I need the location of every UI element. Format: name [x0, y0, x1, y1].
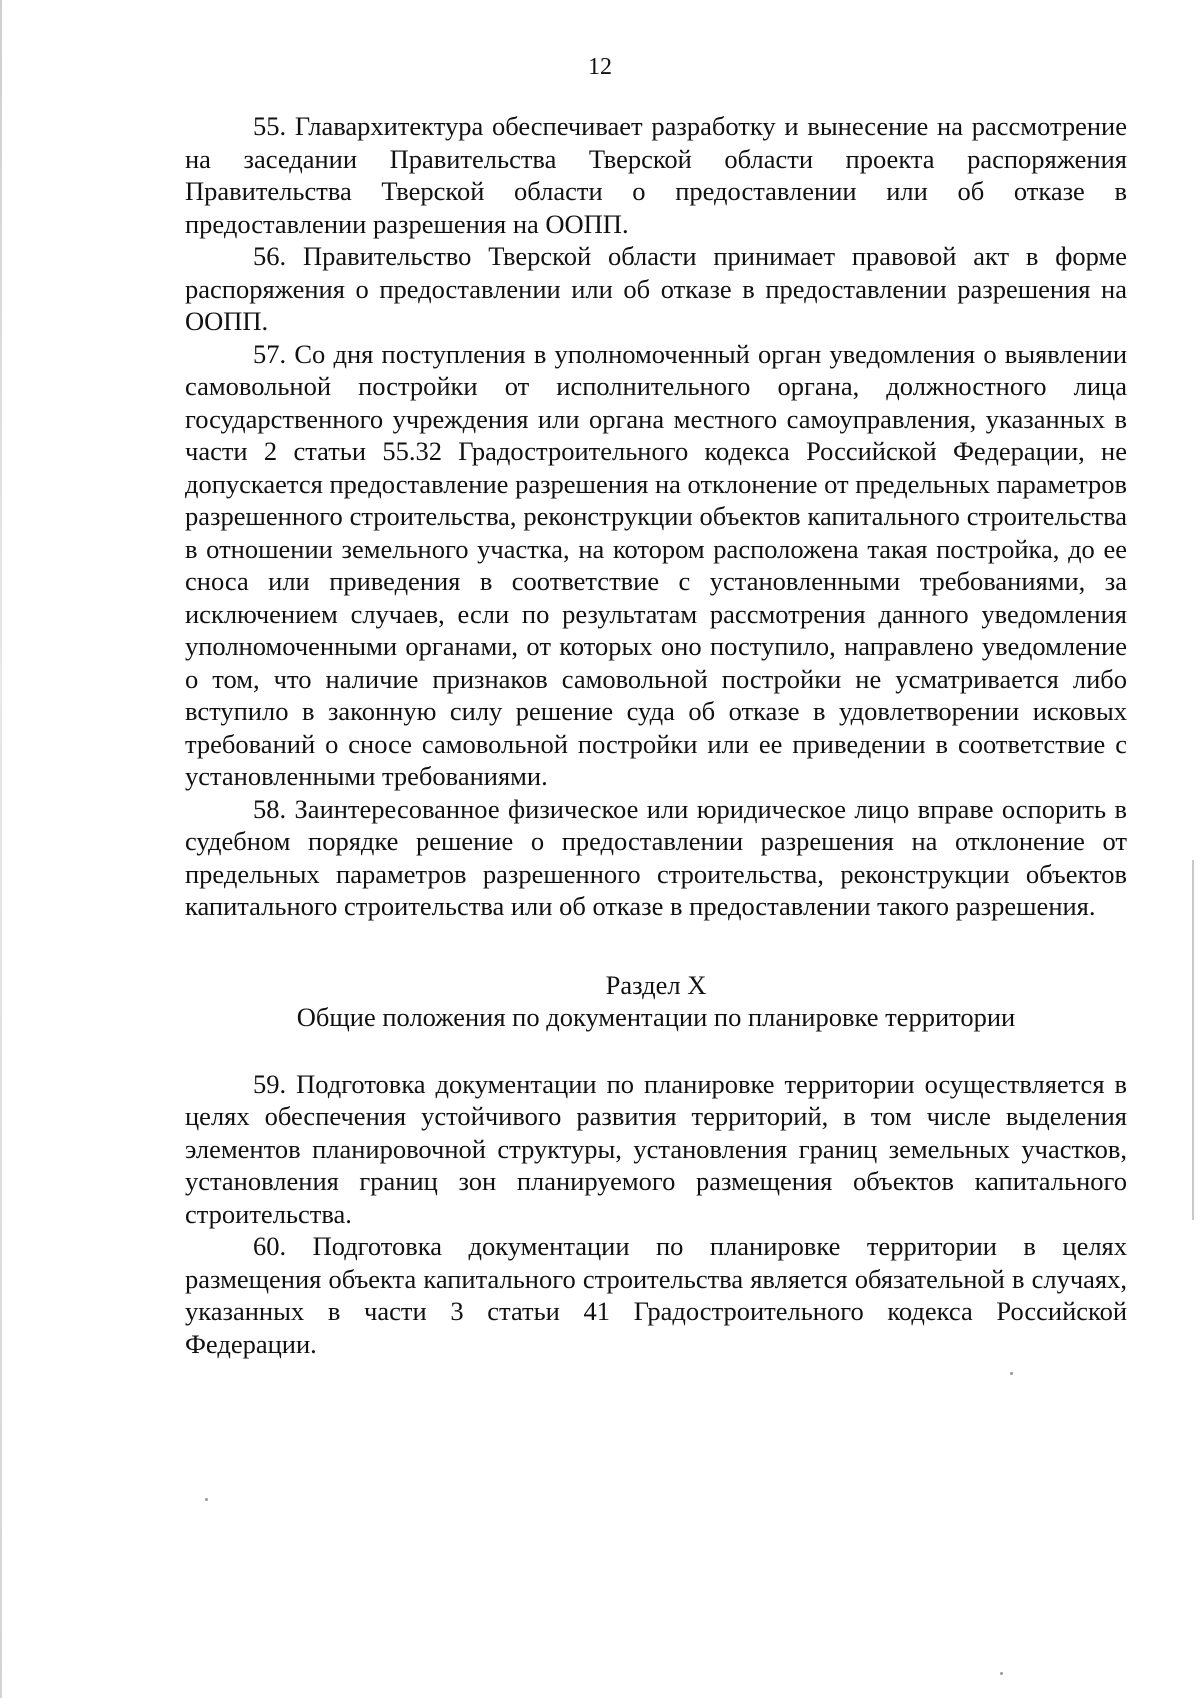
paragraph-58: [185, 793, 1127, 923]
paragraph-text: Подготовка документации по планировке территории в целях размещения объекта капитального строительства является обязательной в случаях, указанных в части 3 статьи 41 Градостроительного кодекса Российской Федерации.: [185, 1231, 1127, 1359]
paragraph-57: [185, 338, 1127, 793]
section-title: Общие положения по документации по планировке территории: [296, 1002, 1016, 1032]
paragraph-55: [185, 110, 1127, 240]
paragraph-number: 59.: [253, 1068, 287, 1099]
scan-speck: [1010, 1372, 1013, 1375]
paragraph-60: [185, 1230, 1127, 1360]
paragraph-text: Главархитектура обеспечивает разработку и вынесение на рассмотрение на заседании Правительства Тверской области проекта распоряжения Правительства Тверской области о предоставлении или об отказе в предоставлении разрешения на ООПП.: [185, 111, 1128, 239]
scan-edge-left: [0, 0, 2, 1698]
paragraph-number: 58.: [253, 793, 287, 824]
paragraph-text: Со дня поступления в уполномоченный орган уведомления о выявлении самовольной постройки от исполнительного органа, должностного лица государственного учреждения или органа местного самоуправления, указанных в части 2 статьи 55.32 Градостроительного кодекса Российской Федерации, не допускается предоставление разрешения на отклонение от предельных параметров разрешенного строительства, реконструкции объектов капитального строительства в отношении земельного участка, на котором расположена такая постройка, до ее сноса или приведения в соответствие с установленными требованиями, за исключением случаев, если по результатам рассмотрения данного уведомления уполномоченными органами, от которых оно поступило, направлено уведомление о том, что наличие признаков самовольной постройки не усматривается либо вступило в законную силу решение суда об отказе в удовлетворении исковых требований о сносе самовольной постройки или ее приведении в соответствие с установленными требованиями.: [185, 338, 1128, 791]
paragraph-text: Подготовка документации по планировке территории осуществляется в целях обеспечения устойчивого развития территорий, в том числе выделения элементов планировочной структуры, установления границ земельных участков, установления границ зон планируемого размещения объектов капитального строительства.: [185, 1068, 1127, 1229]
document-body: [185, 110, 1127, 1360]
paragraph-number: 60.: [253, 1231, 287, 1261]
scan-edge-right: [1192, 860, 1194, 1220]
section-heading: Раздел X: [605, 969, 707, 1000]
paragraph-text: Заинтересованное физическое или юридическое лицо вправе оспорить в судебном порядке решение о предоставлении разрешения на отклонение от предельных параметров разрешенного строительства, реконструкции объектов капитального строительства или об отказе в предоставлении такого разрешения.: [185, 793, 1127, 921]
paragraph-59: [185, 1068, 1127, 1231]
paragraph-number: 56.: [253, 241, 287, 271]
paragraph-56: [185, 240, 1127, 338]
paragraph-text: Правительство Тверской области принимает правовой акт в форме распоряжения о предоставлении или об отказе в предоставлении разрешения на ООПП.: [185, 241, 1128, 336]
page-number: 12: [588, 54, 612, 80]
paragraph-number: 57.: [253, 338, 287, 369]
paragraph-number: 55.: [253, 111, 287, 141]
scan-speck: [1000, 1672, 1003, 1675]
scan-speck: [205, 1498, 208, 1501]
